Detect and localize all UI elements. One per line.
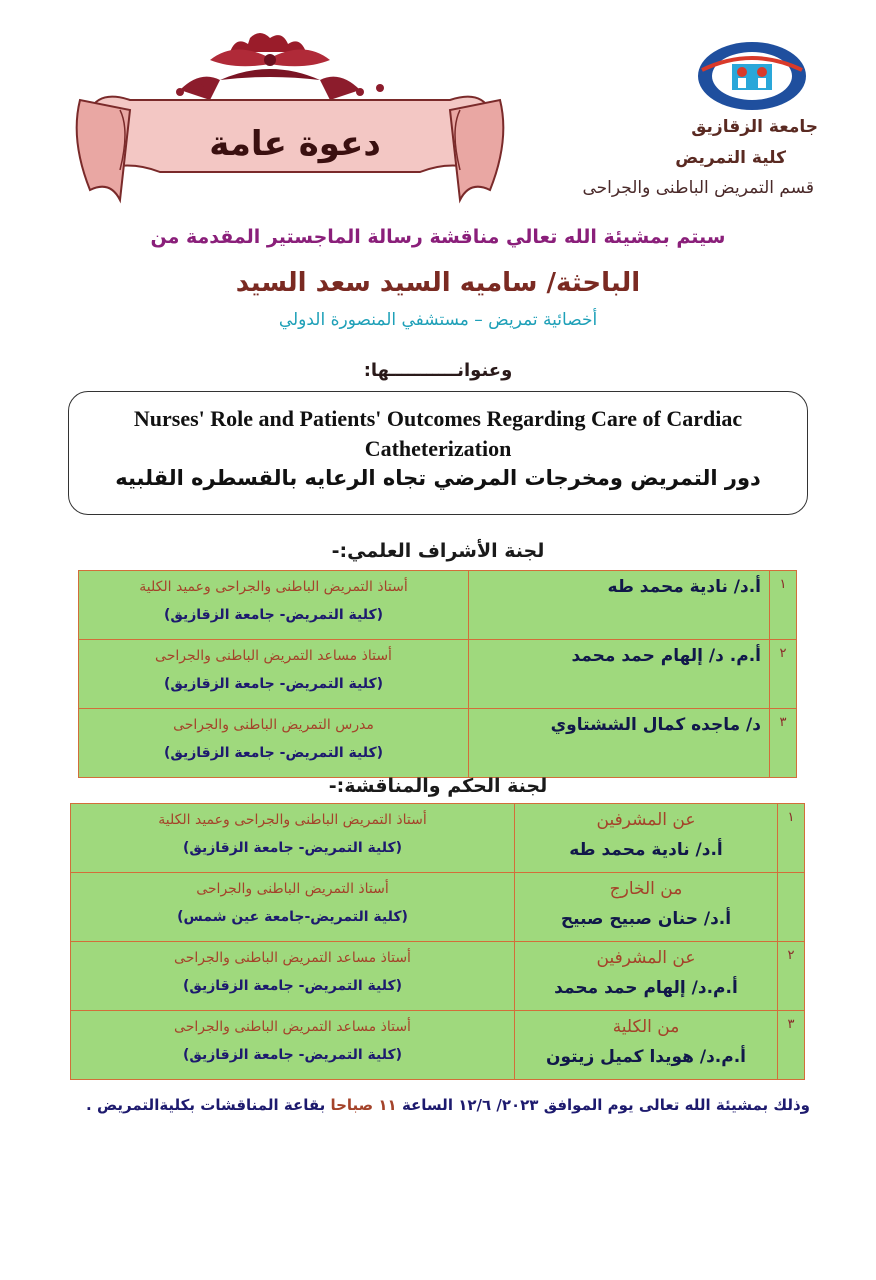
footer-text-2: بقاعة المناقشات بكليةالتمريض . <box>86 1096 331 1114</box>
row-number: ٣ <box>778 1011 805 1080</box>
row-number <box>778 873 805 942</box>
researcher-name: الباحثة/ ساميه السيد سعد السيد <box>235 268 641 298</box>
examiner-title-cell <box>71 873 515 942</box>
examiner-cell <box>515 1011 778 1080</box>
supervision-committee-title: لجنة الأشراف العلمي:- <box>331 540 545 562</box>
examiner-cell <box>515 942 778 1011</box>
thesis-title-arabic: دور التمريض ومخرجات المرضي تجاه الرعايه بالقسطره القلبيه <box>115 466 761 490</box>
examination-committee-title: لجنة الحكم والمناقشة:- <box>328 775 548 797</box>
supervisor-affiliation: (كلية التمريض- جامعة الزقازيق) <box>163 676 384 692</box>
supervisor-title: أستاذ التمريض الباطنى والجراحى وعميد الكلية <box>139 579 408 595</box>
examiner-capacity: من الكلية <box>612 1017 680 1037</box>
faculty-name: كلية التمريض <box>675 148 786 168</box>
supervisor-affiliation: (كلية التمريض- جامعة الزقازيق) <box>163 607 384 623</box>
examiner-name: أ.د/ حنان صبيح صبيح <box>560 909 732 929</box>
supervisor-title-cell <box>79 571 469 640</box>
examiner-affiliation: (كلية التمريض- جامعة الزقازيق) <box>182 978 403 994</box>
supervisor-title: أستاذ مساعد التمريض الباطنى والجراحى <box>155 648 392 664</box>
examiner-affiliation: (كلية التمريض-جامعة عين شمس) <box>177 909 408 925</box>
table-row <box>71 942 805 1011</box>
row-number: ٢ <box>770 640 797 709</box>
invitation-intro: سيتم بمشيئة الله تعالي مناقشة رسالة الماجستير المقدمة من <box>150 226 726 248</box>
table-row <box>79 709 797 778</box>
thesis-title-label: وعنوانـــــــــــها: <box>363 360 513 381</box>
supervisor-name: أ.د/ نادية محمد طه <box>469 571 770 640</box>
supervisor-title-cell <box>79 709 469 778</box>
examiner-cell <box>515 873 778 942</box>
defense-date-line <box>60 1096 810 1114</box>
examiner-title-cell <box>71 942 515 1011</box>
examiner-title-cell <box>71 1011 515 1080</box>
general-invitation-banner <box>60 30 520 210</box>
examiner-name: أ.م.د/ إلهام حمد محمد <box>554 978 738 998</box>
examiner-title: أستاذ التمريض الباطنى والجراحى وعميد الكلية <box>158 812 427 828</box>
footer-time: ١١ صباحا <box>330 1096 397 1114</box>
supervisor-name: د/ ماجده كمال الششتاوي <box>469 709 770 778</box>
row-number: ١ <box>770 571 797 640</box>
supervisor-title-cell <box>79 640 469 709</box>
thesis-title-box <box>68 391 808 515</box>
table-row <box>71 1011 805 1080</box>
table-row <box>79 571 797 640</box>
table-row <box>79 640 797 709</box>
university-logo <box>696 40 808 112</box>
department-name: قسم التمريض الباطنى والجراحى <box>582 178 814 198</box>
examiner-capacity: عن المشرفين <box>596 810 696 830</box>
examiner-affiliation: (كلية التمريض- جامعة الزقازيق) <box>182 1047 403 1063</box>
examiner-title: أستاذ مساعد التمريض الباطنى والجراحى <box>174 950 411 966</box>
examiner-title: أستاذ التمريض الباطنى والجراحى <box>196 881 389 897</box>
supervisor-title: مدرس التمريض الباطنى والجراحى <box>173 717 374 733</box>
thesis-title-english: Nurses' Role and Patients' Outcomes Regarding Care of Cardiac Catheterization <box>133 406 743 461</box>
examiner-cell <box>515 804 778 873</box>
supervisor-name: أ.م. د/ إلهام حمد محمد <box>469 640 770 709</box>
footer-text-1: وذلك بمشيئة الله تعالى يوم الموافق ٢٠٢٣/ ١٢/٦ الساعة <box>396 1096 810 1114</box>
examination-table <box>70 803 805 1080</box>
banner-text: دعوة عامة <box>209 124 381 164</box>
university-name: جامعة الزقازيق <box>691 117 818 137</box>
row-number: ٢ <box>778 942 805 1011</box>
examiner-name: أ.د/ نادية محمد طه <box>569 840 723 860</box>
examiner-affiliation: (كلية التمريض- جامعة الزقازيق) <box>182 840 403 856</box>
examiner-name: أ.م.د/ هويدا كميل زيتون <box>545 1047 747 1067</box>
table-row <box>71 873 805 942</box>
examiner-capacity: من الخارج <box>609 879 683 899</box>
examiner-title: أستاذ مساعد التمريض الباطنى والجراحى <box>174 1019 411 1035</box>
table-row <box>71 804 805 873</box>
examiner-capacity: عن المشرفين <box>596 948 696 968</box>
row-number: ١ <box>778 804 805 873</box>
researcher-position: أخصائية تمريض – مستشفي المنصورة الدولي <box>278 310 598 330</box>
supervisor-affiliation: (كلية التمريض- جامعة الزقازيق) <box>163 745 384 761</box>
examiner-title-cell <box>71 804 515 873</box>
row-number: ٣ <box>770 709 797 778</box>
supervision-table <box>78 570 797 778</box>
